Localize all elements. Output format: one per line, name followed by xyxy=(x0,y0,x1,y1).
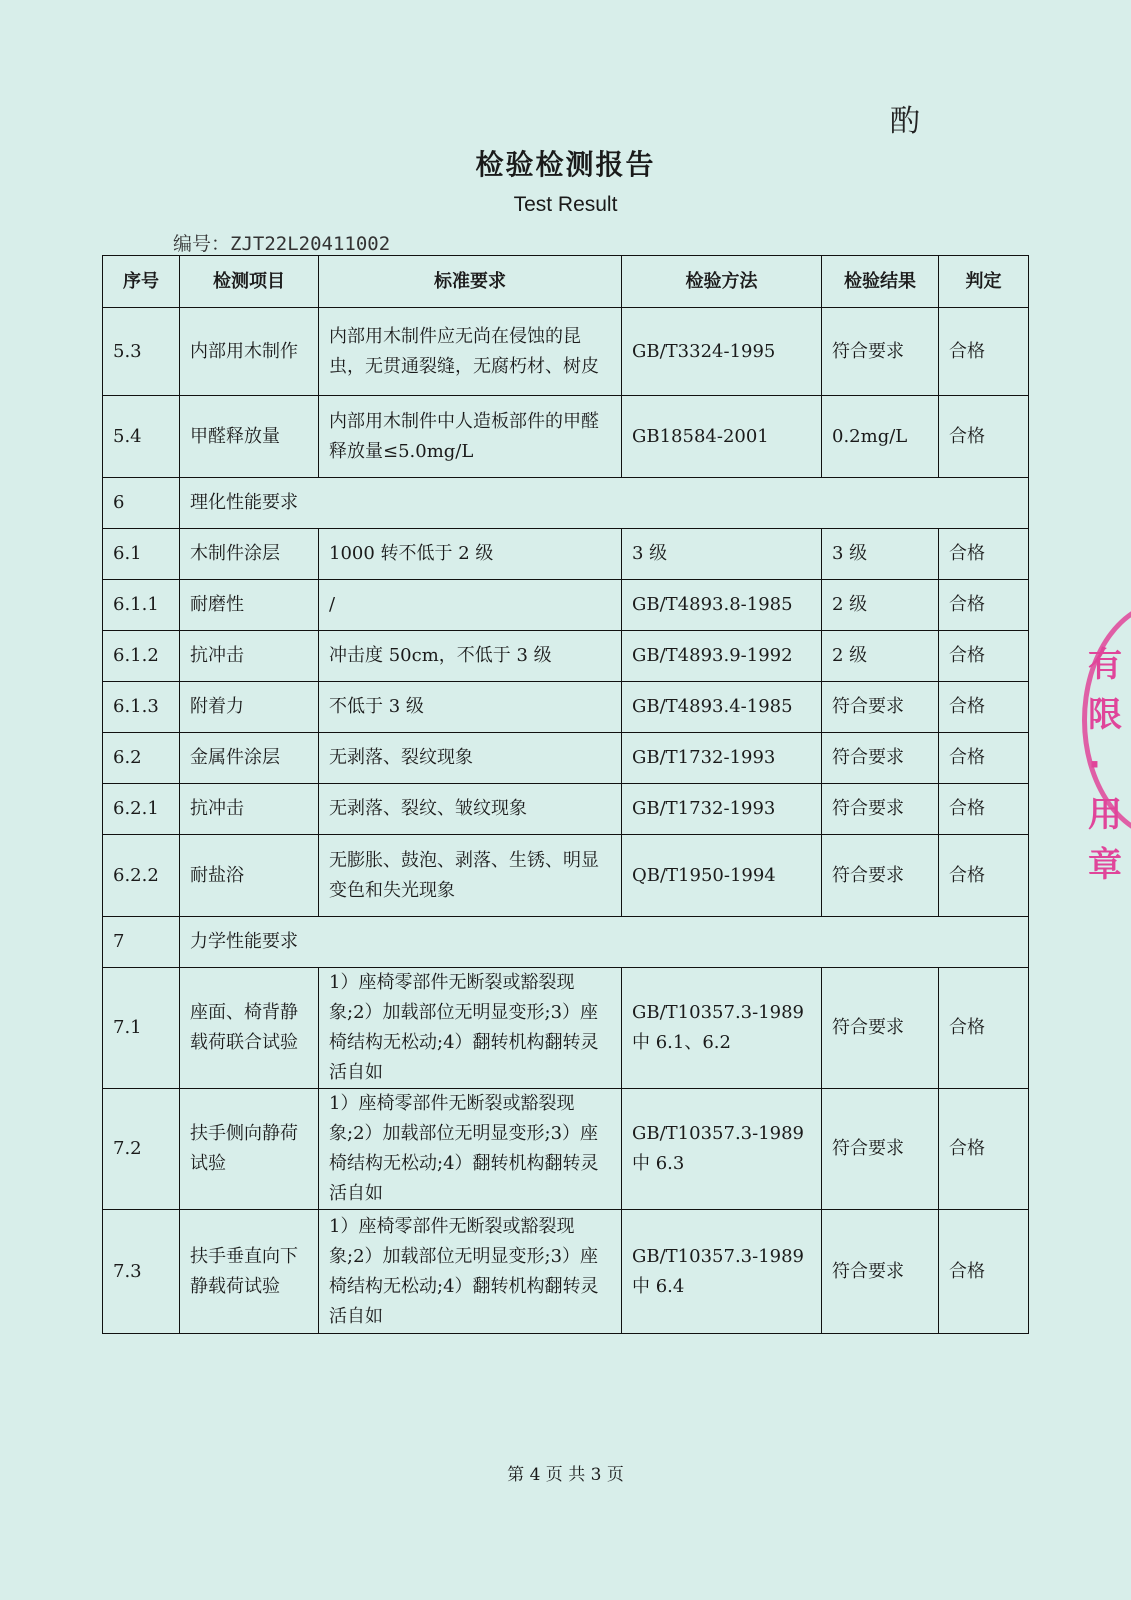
cell-result: 0.2mg/L xyxy=(822,396,939,478)
table-row xyxy=(103,396,1029,478)
cell-method: GB/T4893.9-1992 xyxy=(622,631,822,682)
company-seal-text: 有 限 · 用章 xyxy=(1088,645,1122,885)
cell-item: 耐盐浴 xyxy=(180,835,319,917)
cell-no: 6.1.1 xyxy=(103,580,180,631)
cell-result: 符合要求 xyxy=(822,308,939,396)
cell-item: 座面、椅背静载荷联合试验 xyxy=(180,968,319,1089)
cell-no: 6.2.1 xyxy=(103,784,180,835)
cell-result: 3 级 xyxy=(822,529,939,580)
cell-method: GB/T4893.8-1985 xyxy=(622,580,822,631)
cell-requirement: 不低于 3 级 xyxy=(319,682,622,733)
page-footer: 第 4 页 共 3 页 xyxy=(507,1465,624,1485)
cell-method: GB/T4893.4-1985 xyxy=(622,682,822,733)
cell-item: 甲醛释放量 xyxy=(180,396,319,478)
table-row xyxy=(103,968,1029,1089)
cell-requirement: 1000 转不低于 2 级 xyxy=(319,529,622,580)
page-title: 检验检测报告 xyxy=(475,148,656,181)
cell-method: GB/T1732-1993 xyxy=(622,784,822,835)
col-header-verdict: 判定 xyxy=(939,256,1029,308)
table-row xyxy=(103,308,1029,396)
cell-requirement: 内部用木制件中人造板部件的甲醛释放量≤5.0mg/L xyxy=(319,396,622,478)
cell-result: 2 级 xyxy=(822,580,939,631)
col-header-method: 检验方法 xyxy=(622,256,822,308)
cell-verdict: 合格 xyxy=(939,631,1029,682)
cell-no: 6.2.2 xyxy=(103,835,180,917)
table-row xyxy=(103,784,1029,835)
table-row xyxy=(103,835,1029,917)
section-row xyxy=(103,917,1029,968)
cell-no: 6.1 xyxy=(103,529,180,580)
table-row xyxy=(103,733,1029,784)
cell-method: GB/T10357.3-1989 中 6.3 xyxy=(622,1089,822,1210)
cell-no: 6.2 xyxy=(103,733,180,784)
cell-no: 7.3 xyxy=(103,1210,180,1334)
cell-requirement: 1）座椅零部件无断裂或豁裂现象;2）加载部位无明显变形;3）座椅结构无松动;4）翻转机构翻转灵活自如 xyxy=(319,968,622,1089)
cell-method: 3 级 xyxy=(622,529,822,580)
cell-verdict: 合格 xyxy=(939,784,1029,835)
cell-no: 6.1.2 xyxy=(103,631,180,682)
cell-verdict: 合格 xyxy=(939,529,1029,580)
cell-verdict: 合格 xyxy=(939,580,1029,631)
cell-requirement: 1）座椅零部件无断裂或豁裂现象;2）加载部位无明显变形;3）座椅结构无松动;4）翻转机构翻转灵活自如 xyxy=(319,1089,622,1210)
cell-verdict: 合格 xyxy=(939,1210,1029,1334)
cell-method: GB/T3324-1995 xyxy=(622,308,822,396)
cell-result: 符合要求 xyxy=(822,835,939,917)
col-header-result: 检验结果 xyxy=(822,256,939,308)
col-header-no: 序号 xyxy=(103,256,180,308)
cell-item: 木制件涂层 xyxy=(180,529,319,580)
cell-requirement: 冲击度 50cm，不低于 3 级 xyxy=(319,631,622,682)
serial-number xyxy=(173,229,390,256)
cell-method: GB/T10357.3-1989 中 6.4 xyxy=(622,1210,822,1334)
table-row xyxy=(103,631,1029,682)
col-header-item: 检测项目 xyxy=(180,256,319,308)
cell-no: 6.1.3 xyxy=(103,682,180,733)
page-subtitle: Test Result xyxy=(513,193,618,216)
cell-method: QB/T1950-1994 xyxy=(622,835,822,917)
cell-no: 7.1 xyxy=(103,968,180,1089)
cell-verdict: 合格 xyxy=(939,308,1029,396)
cell-no: 7 xyxy=(103,917,180,968)
cell-result: 符合要求 xyxy=(822,1210,939,1334)
cell-item: 耐磨性 xyxy=(180,580,319,631)
cell-requirement: 无膨胀、鼓泡、剥落、生锈、明显变色和失光现象 xyxy=(319,835,622,917)
cell-result: 2 级 xyxy=(822,631,939,682)
cell-method: GB/T1732-1993 xyxy=(622,733,822,784)
cell-result: 符合要求 xyxy=(822,1089,939,1210)
serial-label: 编号： xyxy=(173,233,231,255)
signature: 酌 xyxy=(890,104,918,139)
col-header-requirement: 标准要求 xyxy=(319,256,622,308)
table-row xyxy=(103,580,1029,631)
cell-method: GB/T10357.3-1989 中 6.1、6.2 xyxy=(622,968,822,1089)
table-row xyxy=(103,529,1029,580)
cell-item: 内部用木制作 xyxy=(180,308,319,396)
cell-requirement: 无剥落、裂纹、皱纹现象 xyxy=(319,784,622,835)
cell-result: 符合要求 xyxy=(822,968,939,1089)
cell-verdict: 合格 xyxy=(939,968,1029,1089)
section-title: 理化性能要求 xyxy=(180,478,1029,529)
cell-no: 6 xyxy=(103,478,180,529)
section-title: 力学性能要求 xyxy=(180,917,1029,968)
result-table xyxy=(102,255,1029,1334)
cell-no: 7.2 xyxy=(103,1089,180,1210)
cell-item: 扶手侧向静荷试验 xyxy=(180,1089,319,1210)
cell-no: 5.4 xyxy=(103,396,180,478)
cell-item: 抗冲击 xyxy=(180,784,319,835)
cell-result: 符合要求 xyxy=(822,682,939,733)
cell-result: 符合要求 xyxy=(822,784,939,835)
cell-requirement: 内部用木制件应无尚在侵蚀的昆虫，无贯通裂缝，无腐朽材、树皮 xyxy=(319,308,622,396)
cell-item: 扶手垂直向下静载荷试验 xyxy=(180,1210,319,1334)
table-row xyxy=(103,682,1029,733)
cell-item: 金属件涂层 xyxy=(180,733,319,784)
table-row xyxy=(103,1089,1029,1210)
cell-verdict: 合格 xyxy=(939,733,1029,784)
table-header-row xyxy=(103,256,1029,308)
cell-requirement: 1）座椅零部件无断裂或豁裂现象;2）加载部位无明显变形;3）座椅结构无松动;4）翻转机构翻转灵活自如 xyxy=(319,1210,622,1334)
cell-result: 符合要求 xyxy=(822,733,939,784)
cell-item: 抗冲击 xyxy=(180,631,319,682)
cell-requirement: / xyxy=(319,580,622,631)
section-row xyxy=(103,478,1029,529)
cell-requirement: 无剥落、裂纹现象 xyxy=(319,733,622,784)
cell-no: 5.3 xyxy=(103,308,180,396)
cell-verdict: 合格 xyxy=(939,1089,1029,1210)
serial-value: ZJT22L20411002 xyxy=(230,233,391,255)
cell-method: GB18584-2001 xyxy=(622,396,822,478)
table-row xyxy=(103,1210,1029,1334)
cell-item: 附着力 xyxy=(180,682,319,733)
cell-verdict: 合格 xyxy=(939,682,1029,733)
cell-verdict: 合格 xyxy=(939,835,1029,917)
cell-verdict: 合格 xyxy=(939,396,1029,478)
